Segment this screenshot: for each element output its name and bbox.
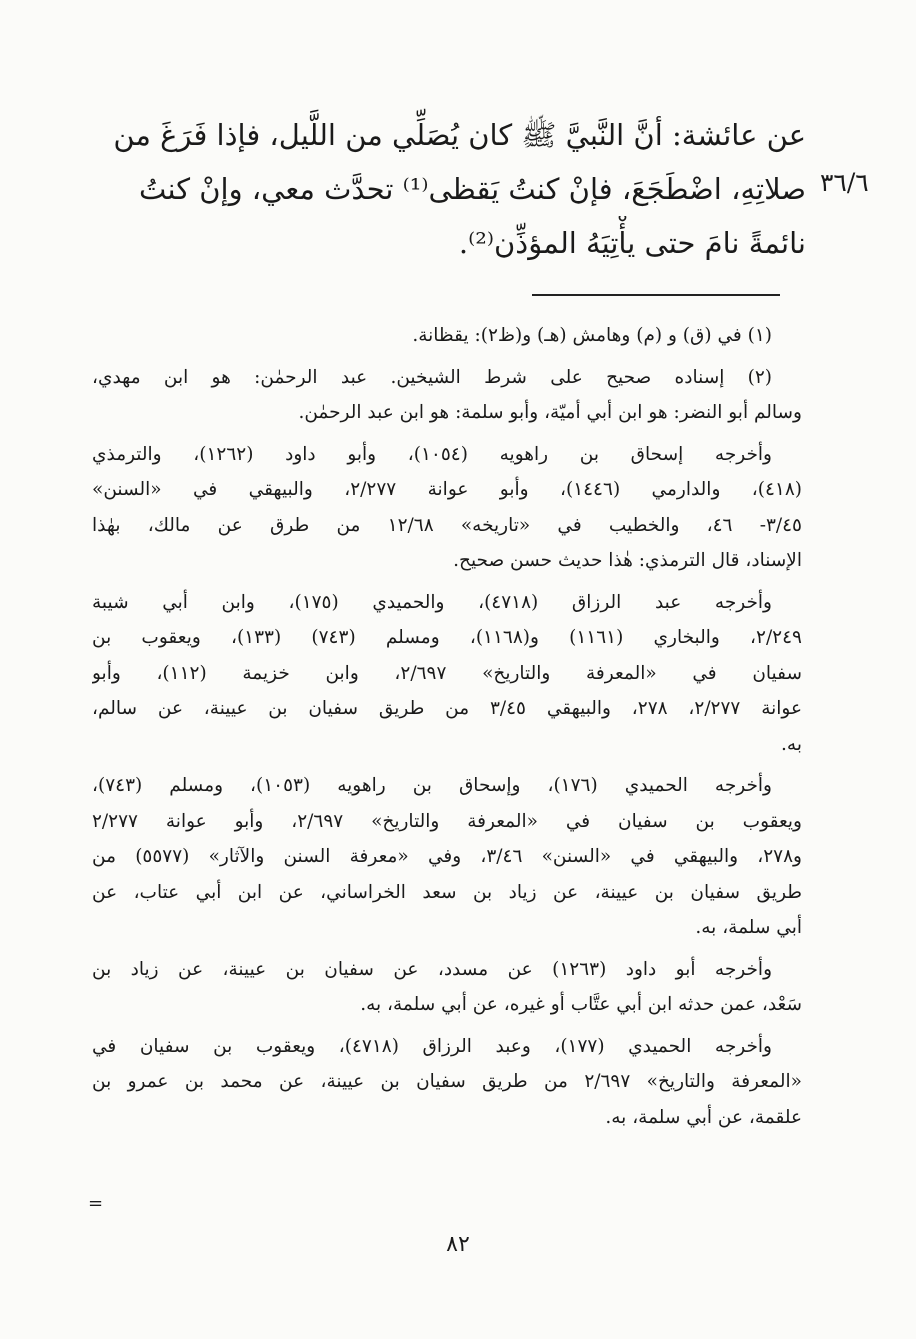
footnote-line: سَعْد، عمن حدثه ابن أبي عتَّاب أو غيره، عن أبي سلمة، به. (360, 994, 802, 1015)
footnote-2-paragraph (92, 585, 802, 763)
hadith-text (88, 108, 806, 270)
footnote-line: وأخرجه الحميدي (١٧٧)، وعبد الرزاق (٤٧١٨)، ويعقوب بن سفيان في (92, 1035, 772, 1057)
footnote-line: وأخرجه عبد الرزاق (٤٧١٨)، والحميدي (١٧٥)، وابن أبي شيبة (92, 591, 772, 613)
footnote-line: (٤١٨)، والدارمي (١٤٤٦)، وأبو عوانة ٢/٢٧٧، والبيهقي في «السنن» (92, 479, 802, 500)
footnote-line: أبي سلمة، به. (695, 917, 802, 938)
footnote-line: وأخرجه الحميدي (١٧٦)، وإسحاق بن راهويه (١٠٥٣)، ومسلم (٧٤٣)، (92, 775, 772, 796)
footnote-line: وأخرجه إسحاق بن راهويه (١٠٥٤)، وأبو داود (١٢٦٢)، والترمذي (92, 443, 772, 465)
footnote-line: ٣/٤٥- ٤٦، والخطيب في «تاريخه» ١٢/٦٨ من طرق عن مالك، بهٰذا (92, 514, 802, 536)
footnotes (92, 318, 802, 1141)
footnote-line: (١) في (ق) و (م) وهامش (هـ) و(ظ٢): يقظانة. (412, 325, 772, 346)
continuation-mark: = (88, 1193, 104, 1214)
footnote-line: سفيان في «المعرفة والتاريخ» ٢/٦٩٧، وابن خزيمة (١١٢)، وأبو (92, 662, 802, 684)
hadith-text-line: صلاتِهِ، اضْطَجَعَ، فإنْ كنتُ يَقظى⁽¹⁾ تحدَّث معي، وإنْ كنتُ (138, 172, 806, 206)
footnote-line: وسالم أبو النضر: هو ابن أبي أميّة، وأبو سلمة: هو ابن عبد الرحمٰن. (298, 402, 802, 423)
footnote-line: علقمة، عن أبي سلمة، به. (605, 1106, 802, 1128)
footnote-line: ويعقوب بن سفيان في «المعرفة والتاريخ» ٢/٦٩٧، وأبو عوانة ٢/٢٧٧ (92, 810, 802, 832)
footnote-line: «المعرفة والتاريخ» ٢/٦٩٧ من طريق سفيان بن عيينة، عن محمد بن عمرو بن (92, 1071, 802, 1092)
footnote-line: طريق سفيان بن عيينة، عن زياد بن سعد الخراساني، عن ابن أبي عتاب، عن (92, 881, 802, 903)
hadith-number: ٣٦/٦ (820, 168, 869, 197)
footnote-line: وأخرجه أبو داود (١٢٦٣) عن مسدد، عن سفيان بن عيينة، عن زياد بن (92, 958, 772, 980)
footnote-2-paragraph (92, 768, 802, 946)
footnote-line: (٢) إسناده صحيح على شرط الشيخين. عبد الرحمٰن: هو ابن مهدي، (92, 366, 772, 388)
footnote-1 (92, 318, 802, 354)
footnote-2-paragraph (92, 952, 802, 1023)
footnote-2-paragraph (92, 437, 802, 579)
page-number: ٨٢ (446, 1232, 470, 1257)
footnote-line: عوانة ٢/٢٧٧، ٢٧٨، والبيهقي ٣/٤٥ من طريق سفيان بن عيينة، عن سالم، (92, 698, 802, 719)
hadith-text-line: عن عائشة: أنَّ النَّبيَّ ﷺ كان يُصَلِّي من اللَّيل، فإذا فَرَغَ من (113, 118, 806, 152)
footnote-line: و٢٧٨، والبيهقي في «السنن» ٣/٤٦، وفي «معرفة السنن والآثار» (٥٥٧٧) من (92, 846, 802, 867)
footnote-line: الإسناد، قال الترمذي: هٰذا حديث حسن صحيح. (453, 550, 802, 571)
footnote-line: به. (781, 733, 802, 755)
footnote-separator (532, 294, 780, 296)
footnote-2-paragraph (92, 1029, 802, 1136)
footnote-line: ٢/٢٤٩، والبخاري (١١٦١) و(١١٦٨)، ومسلم (٧٤٣) (١٣٣)، ويعقوب بن (92, 627, 802, 648)
footnote-2 (92, 360, 802, 431)
hadith-text-line: نائمةً نامَ حتى يأْتِيَهُ المؤذِّن⁽²⁾. (458, 226, 806, 260)
